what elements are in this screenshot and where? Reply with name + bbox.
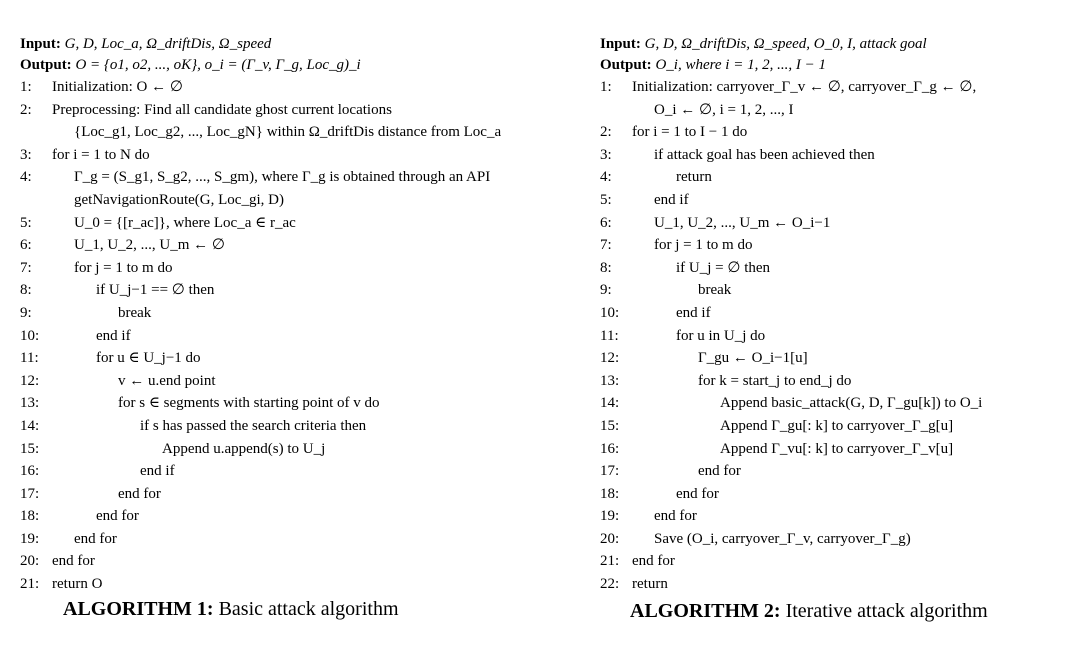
line-number: 19:: [20, 530, 40, 547]
line-text: for u in U_j do: [676, 327, 766, 344]
alg2-output-label: Output:: [600, 57, 652, 73]
line-text: end for: [698, 463, 741, 480]
algorithm1-line: [20, 550, 560, 573]
line-text: U_1, U_2, ..., U_m ← ∅: [74, 237, 225, 254]
line-number: 17:: [600, 463, 620, 480]
algorithm2-line: [600, 257, 1070, 280]
line-text: Append Γ_gu[: k] to carryover_Γ_g[u]: [720, 417, 954, 434]
line-number: 20:: [20, 553, 40, 570]
line-number: 5:: [600, 191, 612, 208]
line-number: 6:: [20, 237, 32, 254]
line-text: return: [632, 576, 668, 593]
line-number: 5:: [20, 214, 32, 231]
line-number: 1:: [600, 79, 612, 95]
line-number: 19:: [600, 508, 620, 525]
algorithm2-line: [600, 234, 1070, 257]
line-text: Append Γ_vu[: k] to carryover_Γ_v[u]: [720, 440, 954, 457]
line-number: 10:: [20, 327, 40, 344]
algorithm1-line: [20, 302, 560, 325]
algorithm-1: [20, 34, 560, 596]
line-number: 16:: [20, 463, 40, 480]
algorithm1-line: [20, 144, 560, 167]
alg1-output: [20, 55, 560, 76]
algorithm2-line: [600, 325, 1070, 348]
algorithm1-line: [20, 76, 560, 99]
algorithm2-line: [600, 99, 1070, 122]
algorithm-2: [600, 34, 1070, 596]
line-text: Preprocessing: Find all candidate ghost current locations: [52, 101, 392, 118]
line-number: 7:: [20, 259, 32, 276]
algorithm2-line: [600, 573, 1070, 596]
algorithm2-line: [600, 528, 1070, 551]
alg2-output: [600, 55, 1070, 76]
line-text: if U_j−1 == ∅ then: [96, 282, 215, 299]
algorithm1-line: [20, 415, 560, 438]
line-text: Append basic_attack(G, D, Γ_gu[k]) to O_i: [720, 395, 983, 412]
line-number: 4:: [600, 169, 612, 186]
line-text: end for: [676, 485, 719, 502]
alg1-input-value: G, D, Loc_a, Ω_driftDis, Ω_speed: [64, 36, 272, 52]
algorithm1-line: [20, 279, 560, 302]
line-text: O_i ← ∅, i = 1, 2, ..., I: [654, 101, 794, 118]
line-number: 8:: [600, 259, 612, 276]
alg2-caption-label: ALGORITHM 2:: [630, 600, 781, 622]
alg2-input-value: G, D, Ω_driftDis, Ω_speed, O_0, I, attack goal: [644, 36, 927, 52]
line-text: v ← u.end point: [118, 372, 216, 389]
algorithm1-line: [20, 99, 560, 122]
alg2-input-label: Input:: [600, 36, 641, 52]
algorithm2-line: [600, 483, 1070, 506]
line-text: if attack goal has been achieved then: [654, 146, 875, 163]
line-number: 2:: [600, 124, 612, 141]
line-number: 7:: [600, 237, 612, 254]
algorithm2-line: [600, 550, 1070, 573]
algorithm1-line: [20, 460, 560, 483]
alg1-caption: [63, 598, 399, 621]
line-number: 14:: [20, 417, 40, 434]
line-text: end if: [140, 463, 175, 480]
algorithm1-line: [20, 505, 560, 528]
line-number: 16:: [600, 440, 620, 457]
line-text: end for: [52, 553, 95, 570]
alg2-caption-text: Iterative attack algorithm: [780, 600, 988, 622]
line-text: end if: [96, 327, 131, 344]
line-number: 10:: [600, 304, 620, 321]
line-text: U_1, U_2, ..., U_m ← O_i−1: [654, 214, 831, 231]
algorithm1-line: [20, 347, 560, 370]
alg1-input: [20, 34, 560, 55]
line-text: Γ_g = (S_g1, S_g2, ..., S_gm), where Γ_g is obtained through an API: [74, 169, 491, 186]
algorithm2-line: [600, 144, 1070, 167]
algorithm1-line: [20, 370, 560, 393]
line-text: for j = 1 to m do: [74, 259, 173, 276]
algorithm2-line: [600, 415, 1070, 438]
algorithm1-line: [20, 234, 560, 257]
line-text: for u ∈ U_j−1 do: [96, 350, 201, 367]
line-number: 8:: [20, 282, 32, 299]
line-number: 9:: [600, 282, 612, 299]
line-number: 21:: [20, 576, 40, 593]
line-text: for j = 1 to m do: [654, 237, 753, 254]
algorithm1-line: [20, 392, 560, 415]
algorithm2-line: [600, 212, 1070, 235]
line-number: 15:: [600, 417, 620, 434]
line-text: for i = 1 to N do: [52, 146, 150, 163]
algorithm2-line: [600, 392, 1070, 415]
alg1-lines: [20, 76, 560, 596]
line-text: Initialization: O ← ∅: [52, 79, 183, 95]
algorithm1-line: [20, 257, 560, 280]
alg1-caption-label: ALGORITHM 1:: [63, 598, 214, 620]
line-number: 18:: [20, 508, 40, 525]
line-text: getNavigationRoute(G, Loc_gi, D): [74, 191, 284, 208]
alg2-input: [600, 34, 1070, 55]
line-text: end if: [676, 304, 711, 321]
algorithm1-line: [20, 189, 560, 212]
line-text: for k = start_j to end_j do: [698, 372, 852, 389]
line-text: end for: [118, 485, 161, 502]
algorithm2-line: [600, 121, 1070, 144]
line-number: 3:: [20, 146, 32, 163]
line-number: 17:: [20, 485, 40, 502]
alg2-output-value: O_i, where i = 1, 2, ..., I − 1: [655, 57, 826, 73]
line-number: 9:: [20, 304, 32, 321]
algorithm2-line: [600, 279, 1070, 302]
line-text: Γ_gu ← O_i−1[u]: [698, 350, 808, 367]
line-number: 12:: [600, 350, 620, 367]
line-number: 18:: [600, 485, 620, 502]
algorithm1-line: [20, 573, 560, 596]
algorithm2-line: [600, 438, 1070, 461]
algorithm1-line: [20, 325, 560, 348]
algorithm1-line: [20, 528, 560, 551]
line-number: 14:: [600, 395, 620, 412]
line-number: 13:: [20, 395, 40, 412]
line-number: 4:: [20, 169, 32, 186]
line-text: end for: [632, 553, 675, 570]
algorithm2-line: [600, 76, 1070, 99]
line-number: 6:: [600, 214, 612, 231]
algorithm2-line: [600, 166, 1070, 189]
alg1-output-label: Output:: [20, 57, 72, 73]
line-text: Append u.append(s) to U_j: [162, 440, 326, 457]
line-text: for i = 1 to I − 1 do: [632, 124, 748, 141]
line-text: Save (O_i, carryover_Γ_v, carryover_Γ_g): [654, 530, 911, 547]
line-number: 15:: [20, 440, 40, 457]
line-number: 20:: [600, 530, 620, 547]
line-text: for s ∈ segments with starting point of v do: [118, 395, 380, 412]
alg1-output-value: O = {o1, o2, ..., oK}, o_i = (Γ_v, Γ_g, Loc_g)_i: [75, 57, 361, 73]
algorithm2-line: [600, 505, 1070, 528]
algorithm1-line: [20, 438, 560, 461]
line-text: end if: [654, 191, 689, 208]
line-text: end for: [654, 508, 697, 525]
line-text: if s has passed the search criteria then: [140, 417, 367, 434]
algorithm1-line: [20, 121, 560, 144]
line-number: 21:: [600, 553, 620, 570]
algorithm1-line: [20, 483, 560, 506]
line-number: 1:: [20, 79, 32, 95]
line-text: return: [676, 169, 712, 186]
algorithm2-line: [600, 347, 1070, 370]
algorithm1-line: [20, 212, 560, 235]
alg1-input-label: Input:: [20, 36, 61, 52]
line-text: {Loc_g1, Loc_g2, ..., Loc_gN} within Ω_driftDis distance from Loc_a: [74, 124, 502, 141]
alg2-caption: [630, 600, 988, 623]
line-number: 11:: [20, 350, 39, 367]
line-text: end for: [96, 508, 139, 525]
line-text: return O: [52, 576, 103, 593]
line-number: 11:: [600, 327, 619, 344]
line-number: 12:: [20, 372, 40, 389]
algorithm2-line: [600, 189, 1070, 212]
line-text: U_0 = {[r_ac]}, where Loc_a ∈ r_ac: [74, 214, 296, 231]
line-text: break: [698, 282, 732, 299]
alg2-lines: [600, 76, 1070, 596]
line-text: Initialization: carryover_Γ_v ← ∅, carryover_Γ_g ← ∅,: [632, 79, 977, 95]
line-text: end for: [74, 530, 117, 547]
line-number: 3:: [600, 146, 612, 163]
alg1-caption-text: Basic attack algorithm: [213, 598, 399, 620]
line-text: if U_j = ∅ then: [676, 259, 771, 276]
line-number: 2:: [20, 101, 32, 118]
line-text: break: [118, 304, 152, 321]
line-number: 13:: [600, 372, 620, 389]
algorithm2-line: [600, 370, 1070, 393]
algorithm2-line: [600, 460, 1070, 483]
algorithm1-line: [20, 166, 560, 189]
line-number: 22:: [600, 576, 620, 593]
algorithm2-line: [600, 302, 1070, 325]
